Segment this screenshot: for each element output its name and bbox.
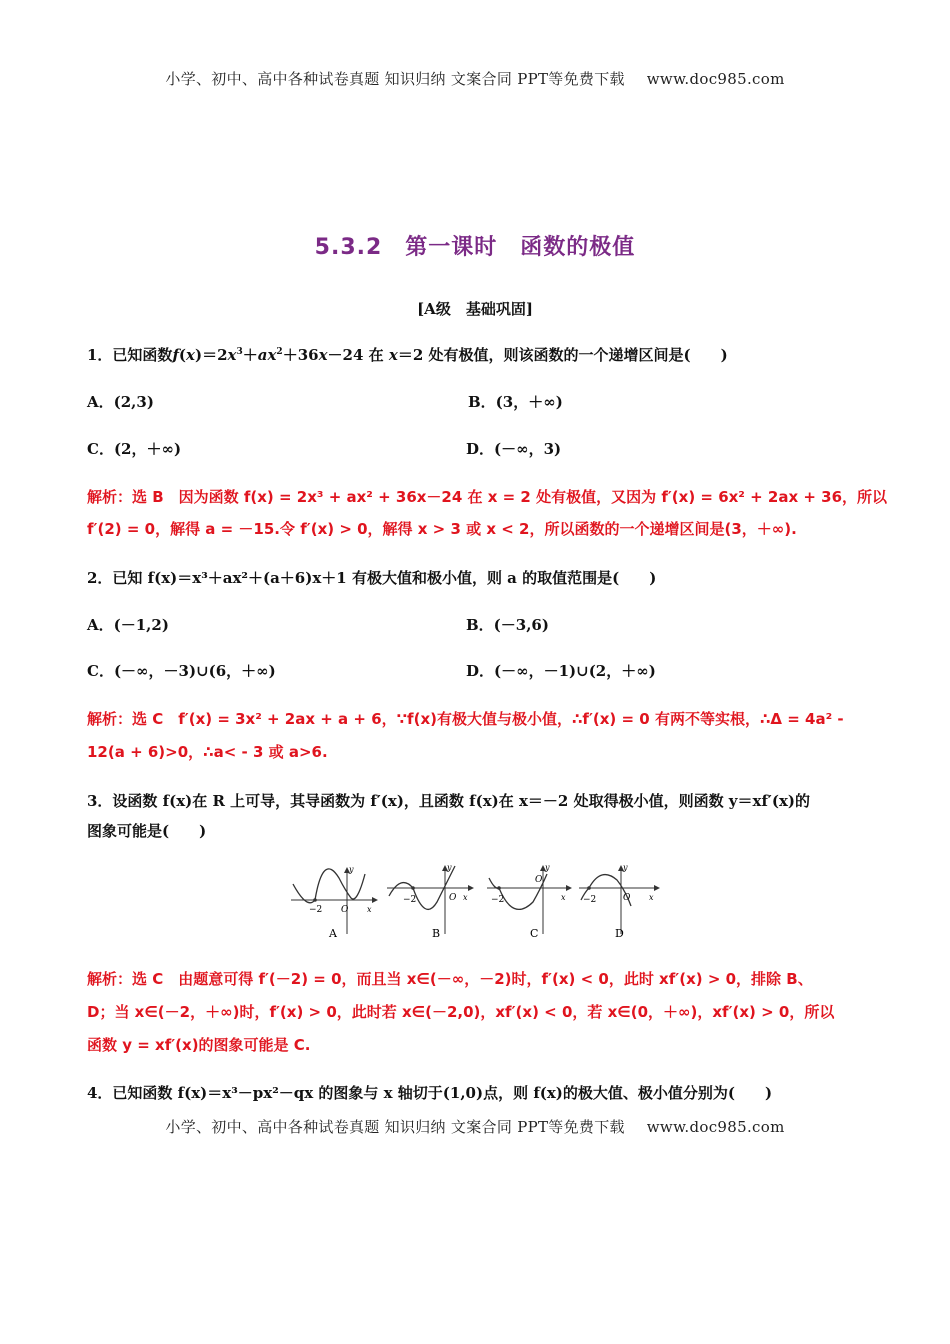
q1-answer-line-1: 解析：选 B 因为函数 f(x) = 2x³ + ax² + 36x－24 在 x = 2 处有极值，又因为 f′(x) = 6x² + 2ax + 36，所以 bbox=[87, 488, 888, 506]
svg-text:x: x bbox=[561, 893, 566, 902]
graph-label-d: D bbox=[615, 927, 624, 940]
header-site[interactable]: www.doc985.com bbox=[646, 70, 785, 88]
question-3-stem-line-1: 3．设函数 f(x)在 R 上可导，其导函数为 f′(x)，且函数 f(x)在 x＝－2 处取得极小值，则函数 y＝xf′(x)的 bbox=[87, 792, 810, 810]
svg-text:−2: −2 bbox=[309, 905, 323, 915]
svg-text:O: O bbox=[341, 905, 349, 915]
q1-option-a[interactable]: A．(2,3) bbox=[87, 393, 154, 411]
svg-text:−2: −2 bbox=[403, 895, 417, 905]
svg-text:x: x bbox=[463, 893, 468, 902]
q3-answer-line-1: 解析：选 C 由题意可得 f′(－2) = 0，而且当 x∈(－∞，－2)时，f′(x) < 0，此时 xf′(x) > 0，排除 B、 bbox=[87, 970, 813, 988]
q1-option-c[interactable]: C．(2，＋∞) bbox=[87, 440, 182, 458]
q1-stem-c: 处有极值，则该函数的一个递增区间是( ) bbox=[428, 346, 728, 364]
footer-text: 小学、初中、高中各种试卷真题 知识归纳 文案合同 PPT等免费下载 bbox=[165, 1118, 625, 1136]
page-footer bbox=[0, 1116, 950, 1137]
q1-option-b[interactable]: B．(3，＋∞) bbox=[468, 393, 563, 411]
page-title: 5.3.2 第一课时 函数的极值 bbox=[314, 235, 636, 260]
q1-stem-b: 在 bbox=[368, 346, 384, 364]
svg-text:x: x bbox=[649, 893, 654, 902]
graph-d[interactable] bbox=[579, 863, 659, 940]
q3-answer-line-3: 函数 y = xf′(x)的图象可能是 C. bbox=[87, 1036, 311, 1054]
svg-text:O: O bbox=[623, 893, 631, 903]
q1-stem-a: 1．已知函数 bbox=[87, 346, 173, 364]
svg-text:O: O bbox=[535, 875, 543, 885]
question-3-stem-line-2: 图象可能是( ) bbox=[87, 822, 207, 840]
svg-text:y: y bbox=[447, 863, 452, 872]
svg-text:−2: −2 bbox=[491, 895, 505, 905]
svg-text:y: y bbox=[349, 865, 354, 874]
graph-a[interactable] bbox=[291, 865, 377, 940]
q1-option-d[interactable]: D．(－∞，3) bbox=[466, 440, 562, 458]
q3-graph-options bbox=[285, 858, 665, 942]
graph-label-a: A bbox=[329, 927, 337, 940]
q2-answer-line-2: 12(a + 6)>0，∴a< - 3 或 a>6. bbox=[87, 743, 328, 761]
graph-b[interactable] bbox=[387, 863, 473, 940]
q1-answer-line-2: f′(2) = 0，解得 a = －15.令 f′(x) > 0，解得 x > 3 或 x < 2，所以函数的一个递增区间是(3，＋∞). bbox=[87, 520, 797, 538]
q2-option-b[interactable]: B．(－3,6) bbox=[466, 616, 549, 634]
section-heading: [A级 基础巩固] bbox=[417, 300, 533, 318]
question-2-stem: 2．已知 f(x)＝x³＋ax²＋(a＋6)x＋1 有极大值和极小值，则 a 的取值范围是( ) bbox=[87, 569, 657, 587]
svg-text:y: y bbox=[545, 863, 550, 872]
q3-answer-line-2: D；当 x∈(－2，＋∞)时，f′(x) > 0，此时若 x∈(－2,0)，xf′(x) < 0，若 x∈(0，＋∞)，xf′(x) > 0，所以 bbox=[87, 1003, 835, 1021]
graph-label-b: B bbox=[432, 927, 441, 940]
q2-option-a[interactable]: A．(－1,2) bbox=[87, 616, 169, 634]
question-1-stem: 1．已知函数$f(x)=2x^3+ax^2+36x-24$ 在 x＝2 处有极值，则该函数的一个递增区间是( ) bbox=[87, 346, 728, 364]
svg-text:O: O bbox=[449, 893, 457, 903]
q2-option-d[interactable]: D．(－∞，－1)∪(2，＋∞) bbox=[466, 662, 656, 680]
svg-text:y: y bbox=[623, 863, 628, 872]
svg-text:−2: −2 bbox=[583, 895, 597, 905]
page-header bbox=[0, 68, 950, 89]
graph-label-c: C bbox=[530, 927, 539, 940]
q2-answer-line-1: 解析：选 C f′(x) = 3x² + 2ax + a + 6，∵f(x)有极大值与极小值，∴f′(x) = 0 有两不等实根，∴Δ = 4a² - bbox=[87, 710, 844, 728]
question-4-stem: 4．已知函数 f(x)＝x³－px²－qx 的图象与 x 轴切于(1,0)点，则 f(x)的极大值、极小值分别为( ) bbox=[87, 1084, 773, 1102]
header-text: 小学、初中、高中各种试卷真题 知识归纳 文案合同 PPT等免费下载 bbox=[165, 70, 625, 88]
q2-option-c[interactable]: C．(－∞，－3)∪(6，＋∞) bbox=[87, 662, 276, 680]
footer-site[interactable]: www.doc985.com bbox=[646, 1118, 785, 1136]
svg-text:x: x bbox=[367, 905, 372, 914]
graph-c[interactable] bbox=[487, 863, 571, 940]
